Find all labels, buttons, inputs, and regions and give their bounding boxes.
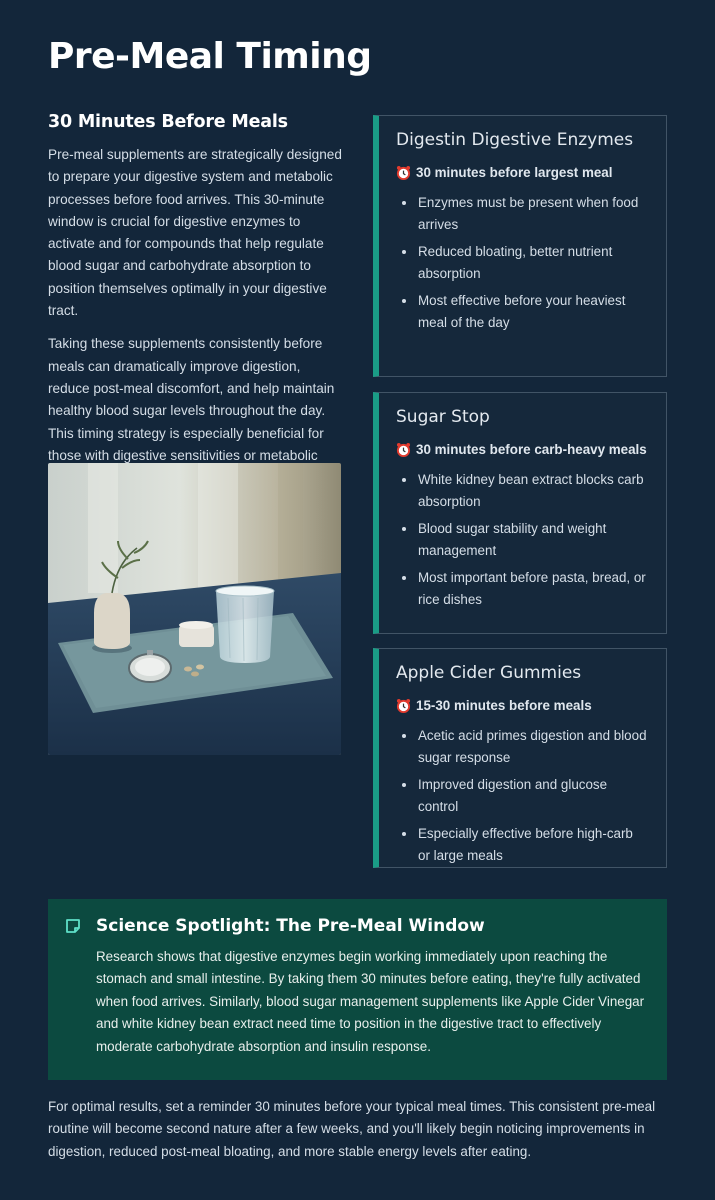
card-timing-text: 30 minutes before carb-heavy meals xyxy=(416,442,647,457)
card-point: Acetic acid primes digestion and blood sugar response xyxy=(402,725,648,769)
card-timing xyxy=(396,165,648,180)
card-point: Reduced bloating, better nutrient absorption xyxy=(402,241,648,285)
card-point: Most effective before your heaviest meal of the day xyxy=(402,290,648,334)
intro-paragraph: Pre-meal supplements are strategically designed to prepare your digestive system and metabolic processes before food arrives. This 30-minute window is crucial for digestive enzymes to activate and for compounds that help regulate blood sugar and carbohydrate absorption to position themselves optimally in your digestive tract. xyxy=(48,147,342,319)
spotlight-title: Science Spotlight: The Pre-Meal Window xyxy=(96,916,485,936)
card-points xyxy=(396,725,648,867)
card-point: Enzymes must be present when food arrives xyxy=(402,192,648,236)
supplement-card-sugar-stop xyxy=(373,392,667,634)
card-points xyxy=(396,192,648,334)
card-timing xyxy=(396,442,648,457)
card-timing-text: 15-30 minutes before meals xyxy=(416,698,592,713)
page-title: Pre-Meal Timing xyxy=(48,36,372,77)
intro-paragraph: Taking these supplements consistently before meals can dramatically improve digestion, reduce post-meal discomfort, and help maintain healthy blood sugar levels throughout the day. This timing strategy is especially beneficial for those with digestive sensitivities or metabolic xyxy=(48,336,335,463)
note-icon xyxy=(65,918,81,934)
card-title: Apple Cider Gummies xyxy=(396,663,582,683)
alarm-clock-icon xyxy=(396,165,411,180)
card-point: Improved digestion and glucose control xyxy=(402,774,648,818)
alarm-clock-icon xyxy=(396,442,411,457)
science-spotlight xyxy=(48,899,667,1080)
intro-section xyxy=(48,112,344,500)
supplement-card-digestin xyxy=(373,115,667,377)
card-title: Digestin Digestive Enzymes xyxy=(396,130,634,150)
card-timing xyxy=(396,698,648,713)
footer-paragraph: For optimal results, set a reminder 30 minutes before your typical meal times. This consistent pre-meal routine will become second nature after a few weeks, and you'll likely begin noticing improvements in digestion, reduced post-meal bloating, and more stable energy levels after eating. xyxy=(48,1099,656,1159)
card-timing-text: 30 minutes before largest meal xyxy=(416,165,613,180)
card-point: Blood sugar stability and weight management xyxy=(402,518,648,562)
card-point: Most important before pasta, bread, or rice dishes xyxy=(402,567,648,611)
card-title: Sugar Stop xyxy=(396,407,490,427)
card-points xyxy=(396,469,648,611)
card-point: Especially effective before high-carb or large meals xyxy=(402,823,648,867)
card-point: White kidney bean extract blocks carb absorption xyxy=(402,469,648,513)
supplement-card-apple-cider xyxy=(373,648,667,868)
alarm-clock-icon xyxy=(396,698,411,713)
supplement-table-photo xyxy=(48,463,341,755)
spotlight-body: Research shows that digestive enzymes begin working immediately upon reaching the stomach and small intestine. By taking them 30 minutes before eating, they're fully activated when food arrives. Similarly, blood sugar management supplements like Apple Cider Vinegar and white kidney bean extract need time to position in the digestive tract to effectively moderate carbohydrate absorption and insulin response. xyxy=(96,949,645,1054)
intro-heading: 30 Minutes Before Meals xyxy=(48,112,288,132)
